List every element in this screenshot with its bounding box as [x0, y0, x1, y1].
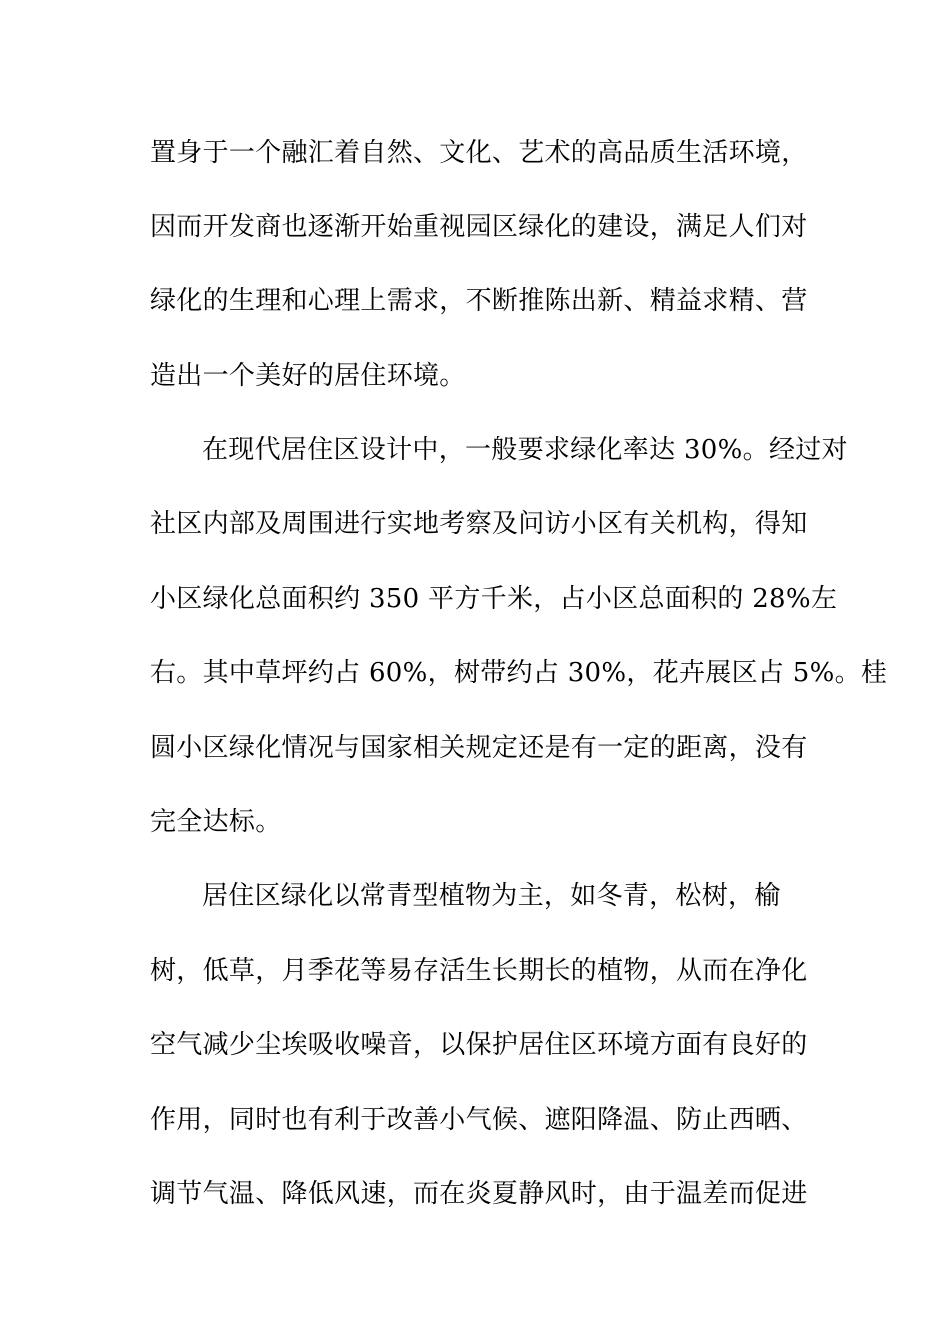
- paragraph-first-line: 居住区绿化以常青型植物为主，如冬青，松树，榆: [202, 881, 781, 911]
- text-line: 造出一个美好的居住环境。: [150, 361, 466, 391]
- text-line: 社区内部及周围进行实地考察及问访小区有关机构，得知: [150, 509, 808, 539]
- text-line: 置身于一个融汇着自然、文化、艺术的高品质生活环境，: [150, 138, 808, 168]
- text-line: 右。其中草坪约占 60%，树带约占 30%，花卉展区占 5%。桂: [150, 658, 888, 688]
- paragraph-first-line: 在现代居住区设计中，一般要求绿化率达 30%。经过对: [202, 435, 848, 465]
- text-line: 完全达标。: [150, 807, 282, 837]
- text-line: 作用，同时也有利于改善小气候、遮阳降温、防止西晒、: [150, 1105, 808, 1135]
- text-line: 树，低草，月季花等易存活生长期长的植物，从而在净化: [150, 956, 808, 986]
- text-line: 空气减少尘埃吸收噪音，以保护居住区环境方面有良好的: [150, 1030, 808, 1060]
- text-line: 因而开发商也逐渐开始重视园区绿化的建设，满足人们对: [150, 212, 808, 242]
- text-line: 小区绿化总面积约 350 平方千米，占小区总面积的 28%左: [150, 584, 838, 614]
- text-line: 绿化的生理和心理上需求，不断推陈出新、精益求精、营: [150, 286, 808, 316]
- text-line: 调节气温、降低风速，而在炎夏静风时，由于温差而促进: [150, 1179, 808, 1209]
- text-line: 圆小区绿化情况与国家相关规定还是有一定的距离，没有: [150, 733, 808, 763]
